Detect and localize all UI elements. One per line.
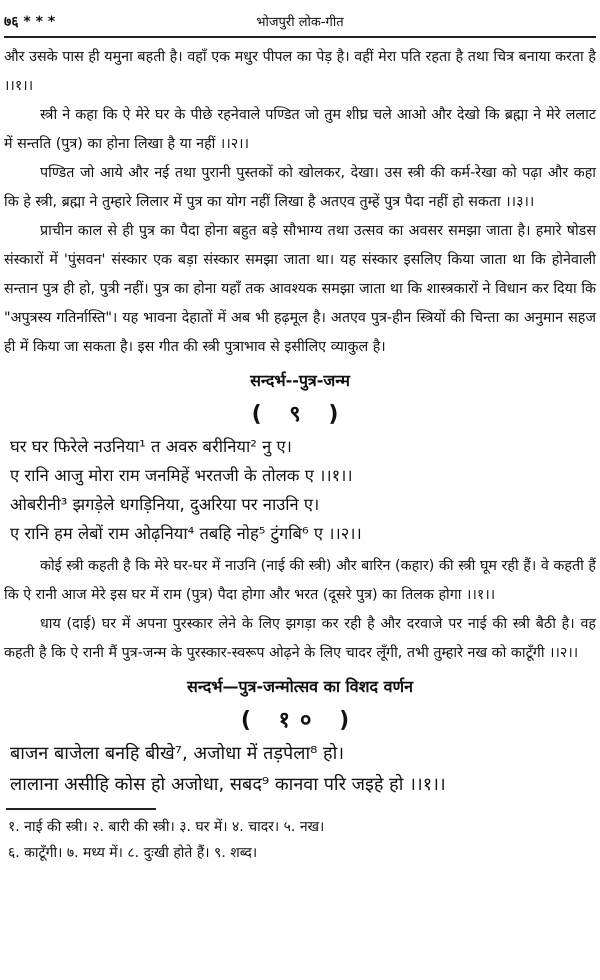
commentary-a — [4, 43, 596, 362]
footnote-line: १. नाई की स्त्री। २. बारी की स्त्री। ३. घर में। ४. चादर। ५. नख। — [8, 819, 325, 835]
song-number: ( १० ) — [240, 708, 360, 733]
section-heading: सन्दर्भ—पुत्र-जन्मोत्सव का विशद वर्णन — [187, 677, 413, 696]
verse-line: ओबरीनी³ झगड़ेले धगड़िनिया, दुअरिया पर नाउनि ए। — [10, 495, 320, 514]
verse-line: ए रानि आजु मोरा राम जनमिहें भरतजी के तोलक ए ।।१।। — [10, 466, 353, 485]
verse-line: बाजन बाजेला बनहि बीखे⁷, अजोधा में तड़पेला⁸ हो। — [10, 743, 345, 764]
song-number: ( ९ ) — [251, 402, 349, 427]
page-number: ७६ * * * — [4, 13, 56, 30]
song-verses — [4, 432, 596, 548]
commentary-paragraph: धाय (दाई) घर में अपना पुरस्कार लेने के लिए झगड़ा कर रही है और दरवाजे पर नाई की स्त्री बैठी है। वह कहती है कि ऐ रानी मैं पुत्र-जन्म के पुरस्कार-स्वरूप ओढ़ने के लिए चादर लूँगी, तभी तुम्हारे नख को काटूँगी ।।२।। — [4, 616, 596, 661]
verse-line: लालाना असीहि कोस हो अजोधा, सबद⁹ कानवा परि जइहे हो ।।१।। — [10, 774, 446, 795]
commentary-paragraph: प्राचीन काल से ही पुत्र का पैदा होना बहुत बड़े सौभाग्य तथा उत्सव का अवसर समझा जाता है। हमारे षोडस संस्कारों में 'पुंसवन' संस्कार एक बड़ा संस्कार समझा जाता था। यह संस्कार इसलिए किया जाता था कि होनेवाली सन्तान पुत्र ही हो, पुत्री नहीं। पुत्र का होना यहाँ तक आवश्यक समझा जाता था कि शास्त्रकारों ने विधान कर दिया कि "अपुत्रस्य गतिर्नास्ति"। यह भावना देहातों में अब भी हढ़मूल है। अतएव पुत्र-हीन स्त्रियों की चिन्ता का अनुमान सहज ही में किया जा सकता है। इस गीत की स्त्री पुत्राभाव से इसीलिए व्याकुल है। — [4, 223, 596, 355]
verse-line: ए रानि हम लेबों राम ओढ़निया⁴ तबहि नोह⁵ टुंगबि⁶ ए ।।२।। — [10, 524, 362, 543]
commentary-paragraph: स्त्री ने कहा कि ऐ मेरे घर के पीछे रहनेवाले पण्डित जो तुम शीघ्र चले आओ और देखो कि ब्रह्मा ने मेरे ललाट में सन्तति (पुत्र) का होना लिखा है या नहीं ।।२।। — [4, 107, 596, 152]
verse-line: घर घर फिरेले नउनिया¹ त अवरु बरीनिया² नु ए। — [10, 437, 292, 456]
commentary-b — [4, 552, 596, 668]
section-heading: सन्दर्भ--पुत्र-जन्म — [250, 371, 350, 390]
footnotes — [4, 814, 596, 866]
commentary-paragraph: पण्डित जो आये और नई तथा पुरानी पुस्तकों को खोलकर, देखा। उस स्त्री की कर्म-रेखा को पढ़ा और कहा कि हे स्त्री, ब्रह्मा ने तुम्हारे लिलार में पुत्र का योग नहीं लिखा है अतएव तुम्हें पुत्र पैदा नहीं हो सकता ।।३।। — [4, 165, 596, 210]
running-title: भोजपुरी लोक-गीत — [256, 15, 344, 30]
song-verses — [4, 738, 596, 800]
footnote-line: ६. काटूँगी। ७. मध्य में। ८. दुःखी होते हैं। ९. शब्द। — [8, 845, 258, 861]
commentary-paragraph: कोई स्त्री कहती है कि मेरे घर-घर में नाउनि (नाई की स्त्री) और बारिन (कहार) की स्त्री घूम रही हैं। वे कहती हैं कि ऐ रानी आज मेरे इस घर में राम (पुत्र) पैदा होगा और भरत (दूसरे पुत्र) का तिलक होगा ।।१।। — [4, 558, 596, 603]
page-header — [4, 8, 596, 38]
commentary-paragraph: और उसके पास ही यमुना बहती है। वहाँ एक मधुर पीपल का पेड़ है। वहीं मेरा पति रहता है तथा चित्र बनाया करता है ।।१।। — [4, 49, 596, 94]
footnote-divider — [6, 808, 156, 810]
